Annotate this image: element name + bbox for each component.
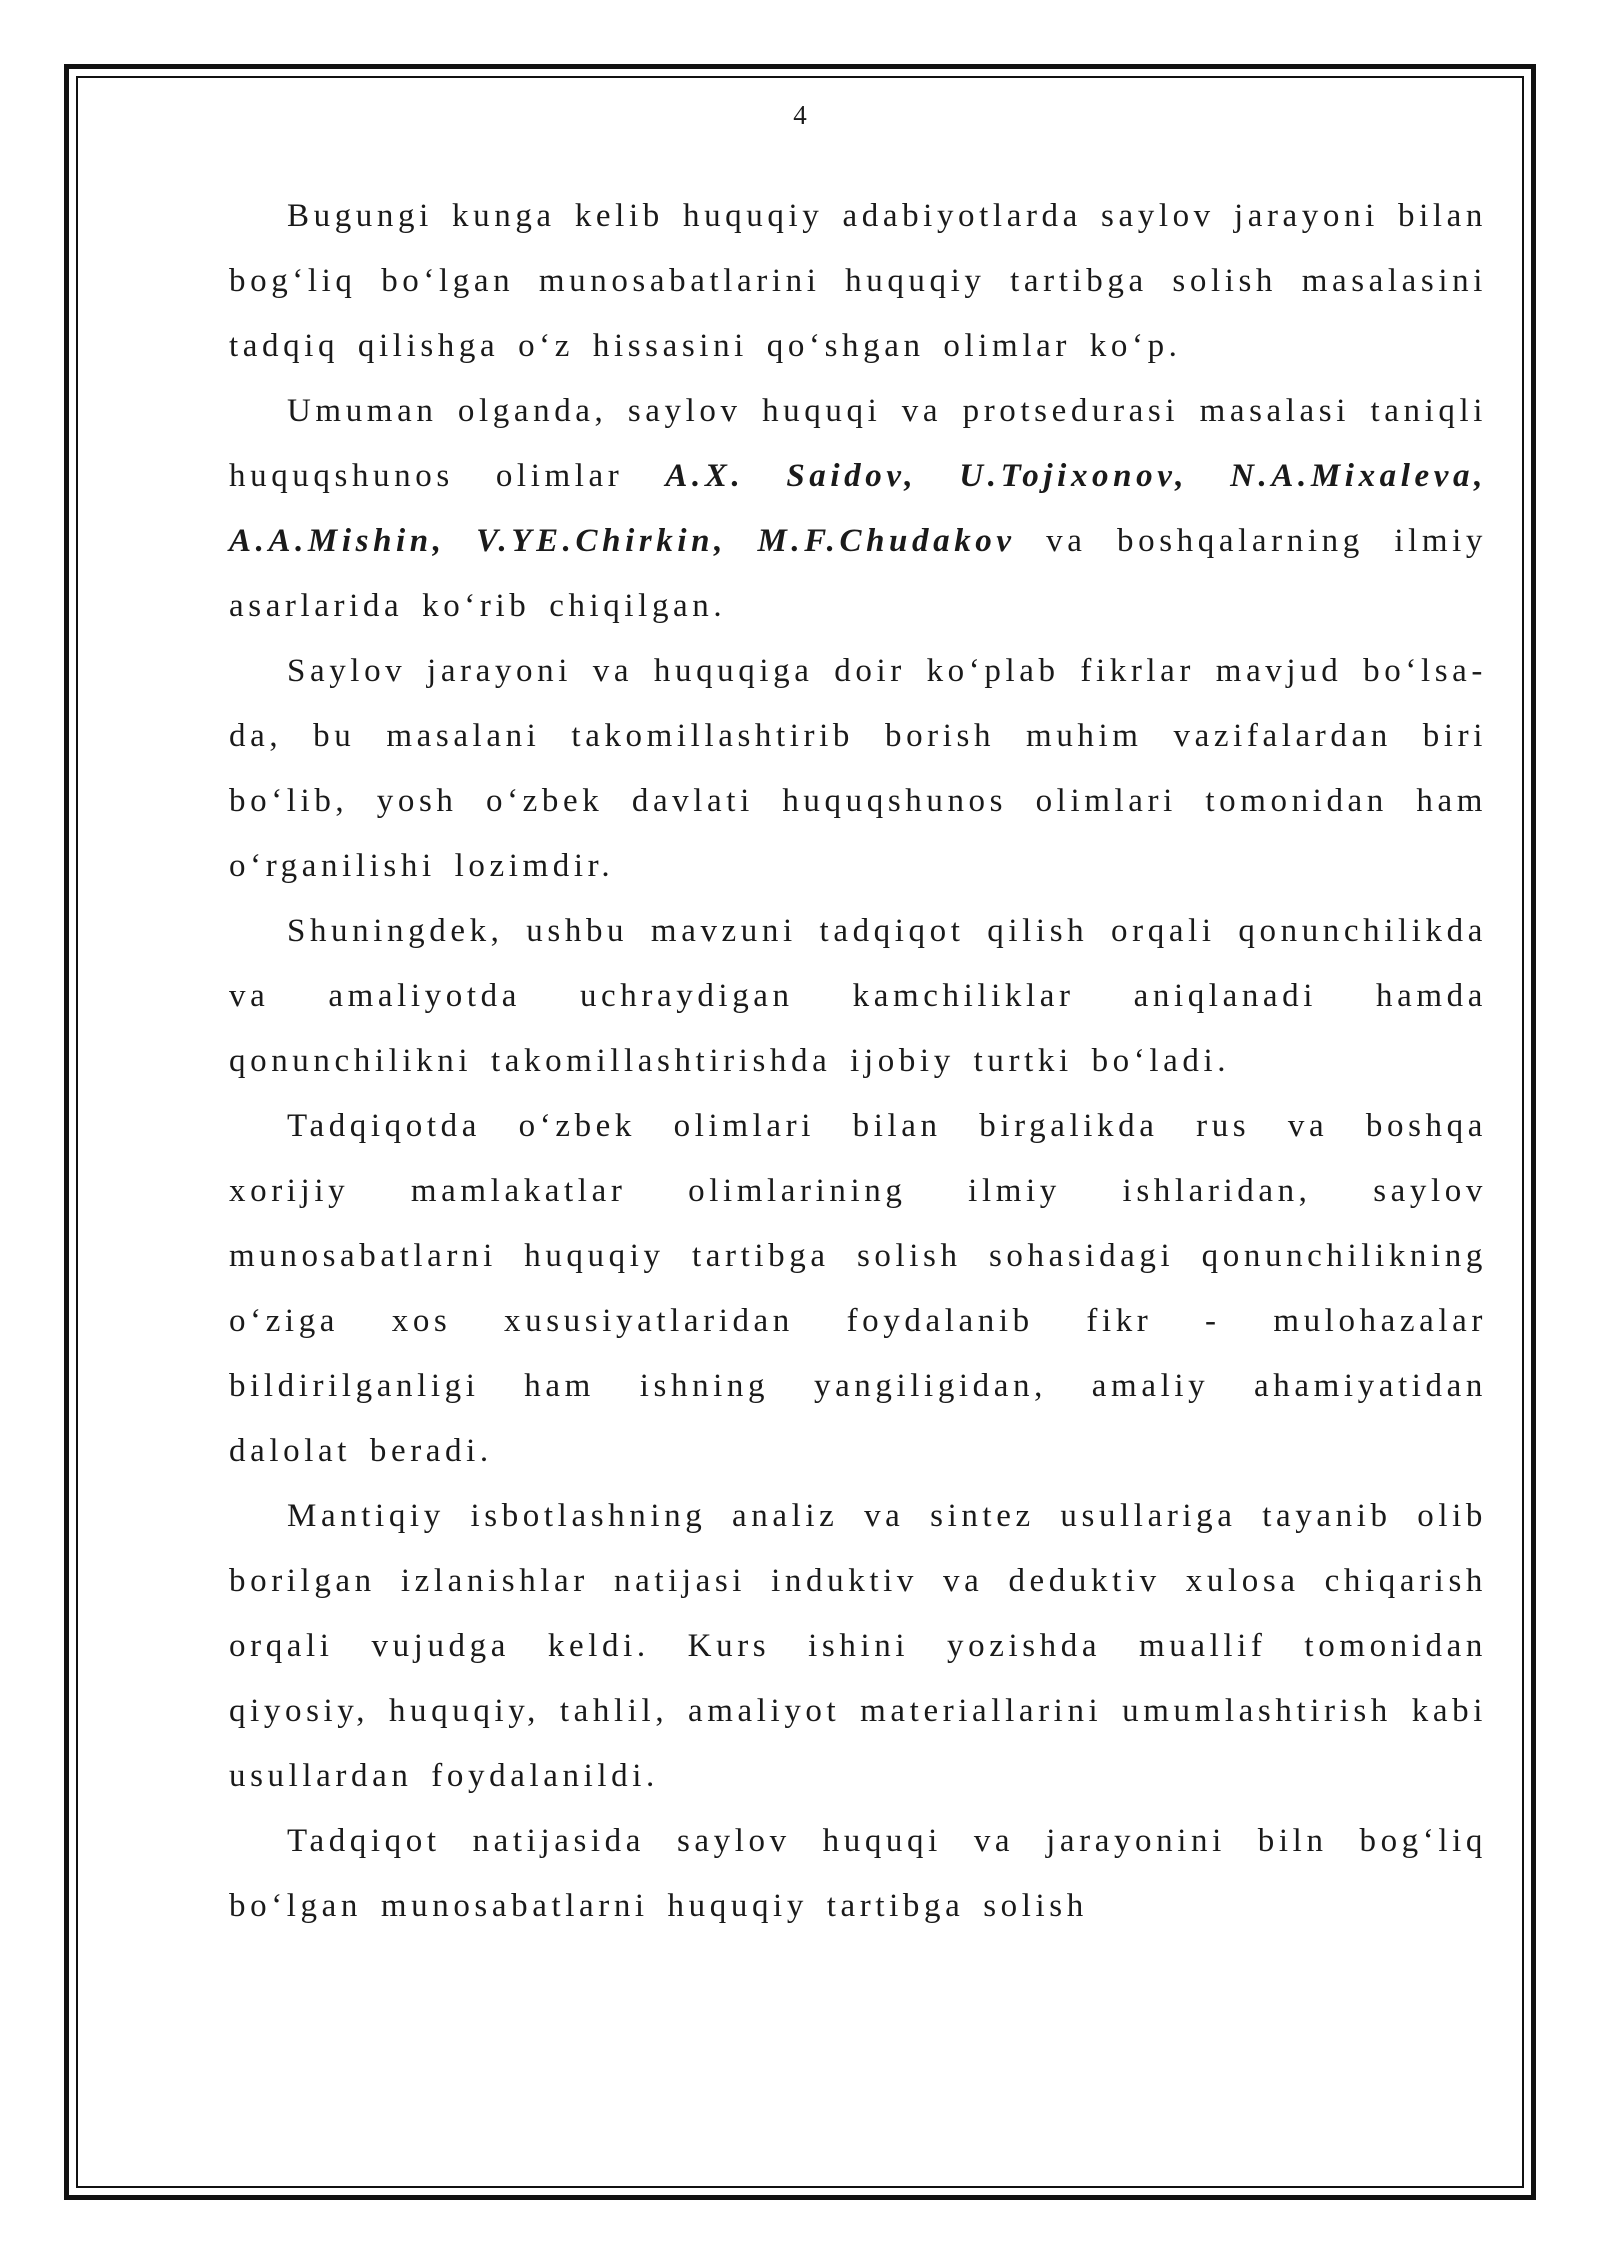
paragraph-2-tail: va boshqalarning ilmiy asarlarida ko‘rib chiqilgan. — [229, 523, 1487, 624]
paragraph-7: Tadqiqot natijasida saylov huquqi va jarayonini biln bog‘liq bo‘lgan munosabatlarni huquqiy tartibga solish — [229, 1823, 1487, 1924]
paragraph-5: Tadqiqotda o‘zbek olimlari bilan birgalikda rus va boshqa xorijiy mamlakatlar olimlarining ilmiy ishlaridan, saylov munosabatlarni huquqiy tartibga solish sohasidagi qonunchilikning o‘ziga xos xususiyatlaridan foydalanib fikr - mulohazalar bildirilganligi ham ishning yangiligidan, amaliy ahamiyatidan dalolat beradi. — [229, 1108, 1487, 1469]
paragraph-1: Bugungi kunga kelib huquqiy adabiyotlarda saylov jarayoni bilan bog‘liq bo‘lgan munosabatlarini huquqiy tartibga solish masalasini tadqiq qilishga o‘z hissasini qo‘shgan olimlar ko‘p. — [229, 198, 1487, 364]
document-body — [229, 184, 1487, 1939]
scholar-names: A.X. Saidov, U.Tojixonov, N.A.Mixaleva, A.A.Mishin, V.YE.Chirkin, M.F.Chudakov — [229, 458, 1487, 559]
paragraph-3: Saylov jarayoni va huquqiga doir ko‘plab fikrlar mavjud bo‘lsa-da, bu masalani takomillashtirib borish muhim vazifalardan biri bo‘lib, yosh o‘zbek davlati huquqshunos olimlari tomonidan ham o‘rganilishi lozimdir. — [229, 653, 1487, 884]
page-number: 4 — [793, 100, 807, 130]
paragraph-6: Mantiqiy isbotlashning analiz va sintez usullariga tayanib olib borilgan izlanishlar natijasi induktiv va deduktiv xulosa chiqarish orqali vujudga keldi. Kurs ishini yozishda muallif tomonidan qiyosiy, huquqiy, tahlil, amaliyot materiallarini umumlashtirish kabi usullardan foydalanildi. — [229, 1498, 1487, 1794]
paragraph-2 — [229, 379, 1487, 639]
paragraph-4: Shuningdek, ushbu mavzuni tadqiqot qilish orqali qonunchilikda va amaliyotda uchraydigan kamchiliklar aniqlanadi hamda qonunchilikni takomillashtirishda ijobiy turtki bo‘ladi. — [229, 913, 1487, 1079]
paragraph-2-lead: Umuman olganda, saylov huquqi va protsedurasi masalasi taniqli huquqshunos olimlar — [229, 393, 1487, 494]
